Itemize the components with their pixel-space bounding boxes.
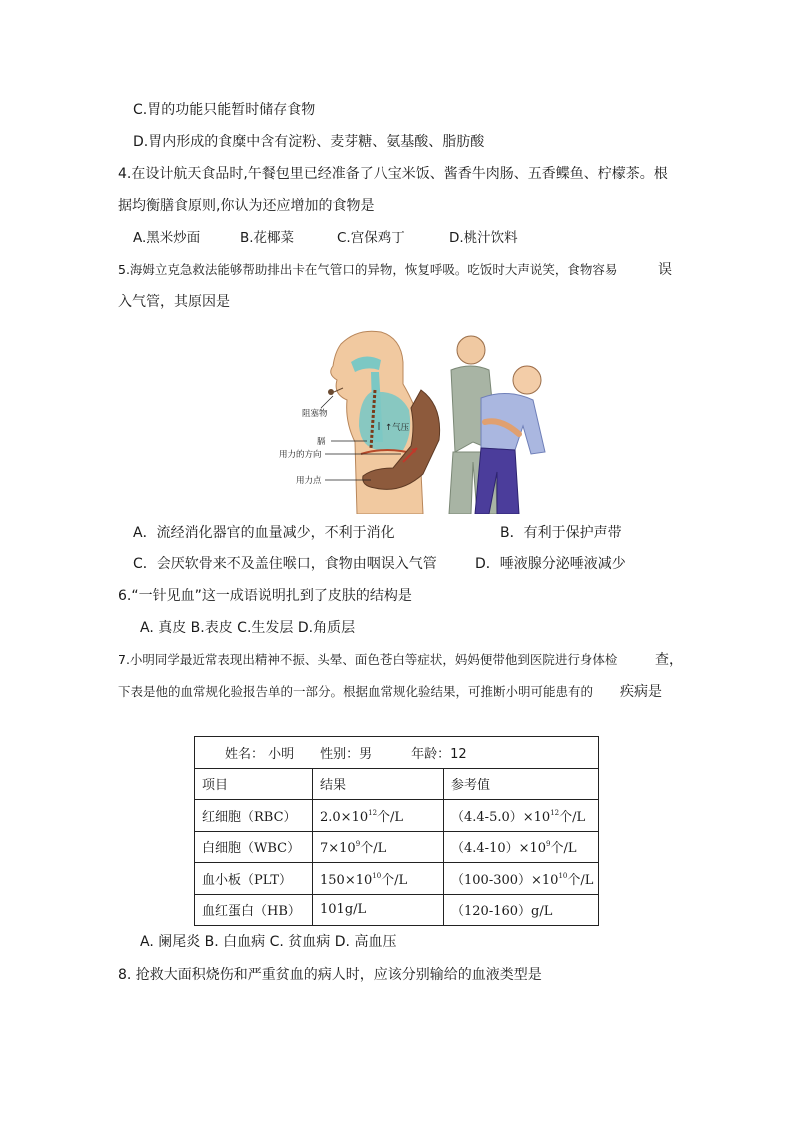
row-result: $150\times 10^{10}$个/L (313, 863, 444, 895)
patient-info: 姓名： 小明 性别：男 年龄：12 (195, 737, 599, 769)
diaphragm-label: 膈 (317, 437, 326, 447)
q7-stem-line2-end: 疾病是 (620, 684, 662, 700)
row-item: 血红蛋白（HB） (195, 894, 313, 926)
q3-option-c: C.胃的功能只能暂时储存食物 (133, 102, 316, 118)
table-header-row (195, 737, 599, 769)
heimlich-maneuver-figure (275, 322, 553, 514)
table-row (195, 831, 599, 863)
q7-options: A. 阑尾炎 B. 白血病 C. 贫血病 D. 高血压 (140, 934, 397, 950)
row-item: 白细胞（WBC） (195, 831, 313, 863)
q5-stem-line1-end: 误 (658, 262, 672, 278)
q4-option-b: B.花椰菜 (240, 230, 295, 246)
row-item: 红细胞（RBC） (195, 800, 313, 832)
q4-stem-line2: 据均衡膳食原则,你认为还应增加的食物是 (118, 198, 375, 214)
q8-stem: 8. 抢救大面积烧伤和严重贫血的病人时，应该分别输给的血液类型是 (118, 967, 542, 983)
q7-stem-line1-end: 查， (655, 652, 683, 668)
table-row (195, 863, 599, 895)
force-direction-label: 用力的方向 (279, 450, 322, 460)
victim-pants (475, 448, 519, 514)
row-reference: $(100-300)\times 10^{10}$个/L (444, 863, 599, 895)
row-item: 血小板（PLT） (195, 863, 313, 895)
q5-stem-line1: 5.海姆立克急救法能够帮助排出卡在气管口的异物，恢复呼吸。吃饭时大声说笑，食物容易 (118, 262, 618, 277)
q5-option-d: D．唾液腺分泌唾液减少 (475, 556, 626, 572)
row-reference: $(4.4-10)\times 10^9$个/L (444, 831, 599, 863)
q7-stem-line2: 下表是他的血常规化验报告单的一部分。根据血常规化验结果，可推断小明可能患有的 (118, 684, 594, 699)
table-row (195, 800, 599, 832)
rescuer-head (457, 336, 485, 364)
table-column-row (195, 768, 599, 800)
q4-option-d: D.桃汁饮料 (449, 230, 518, 246)
obstruction-label: 阻塞物 (302, 409, 328, 419)
q6-options: A. 真皮 B.表皮 C.生发层 D.角质层 (140, 620, 356, 636)
blood-test-table (194, 736, 599, 926)
column-header-reference: 参考值 (444, 768, 599, 800)
q7-stem-line1: 7.小明同学最近常表现出精神不振、头晕、面色苍白等症状，妈妈便带他到医院进行身体检 (118, 652, 618, 667)
q5-option-a: A．流经消化器官的血量减少，不利于消化 (133, 525, 395, 541)
q4-stem-line1: 4.在设计航天食品时,午餐包里已经准备了八宝米饭、酱香牛肉肠、五香鲽鱼、柠檬茶。根 (118, 166, 668, 182)
column-header-result: 结果 (313, 768, 444, 800)
q3-option-d: D.胃内形成的食糜中含有淀粉、麦芽糖、氨基酸、脂肪酸 (133, 134, 485, 150)
q4-option-c: C.宫保鸡丁 (337, 230, 405, 246)
force-point-label: 用力点 (296, 476, 322, 486)
q5-option-c: C．会厌软骨来不及盖住喉口，食物由咽误入气管 (133, 556, 437, 572)
table-row (195, 894, 599, 926)
air-pressure-label: ↑气压 (385, 423, 410, 433)
victim-head (513, 366, 541, 394)
obstruction-icon (328, 389, 334, 395)
row-reference: （120-160）g/L (444, 894, 599, 926)
row-reference: $(4.4-5.0)\times 10^{12}$个/L (444, 800, 599, 832)
q5-option-b: B．有利于保护声带 (500, 525, 622, 541)
q4-option-a: A.黑米炒面 (133, 230, 201, 246)
q6-stem: 6.“一针见血”这一成语说明扎到了皮肤的结构是 (118, 588, 412, 604)
row-result: $2.0\times 10^{12}$个/L (313, 800, 444, 832)
row-result: $7\times 10^9$个/L (313, 831, 444, 863)
column-header-item: 项目 (195, 768, 313, 800)
row-result: 101g/L (313, 894, 444, 926)
q5-stem-line2: 入气管，其原因是 (118, 294, 230, 310)
